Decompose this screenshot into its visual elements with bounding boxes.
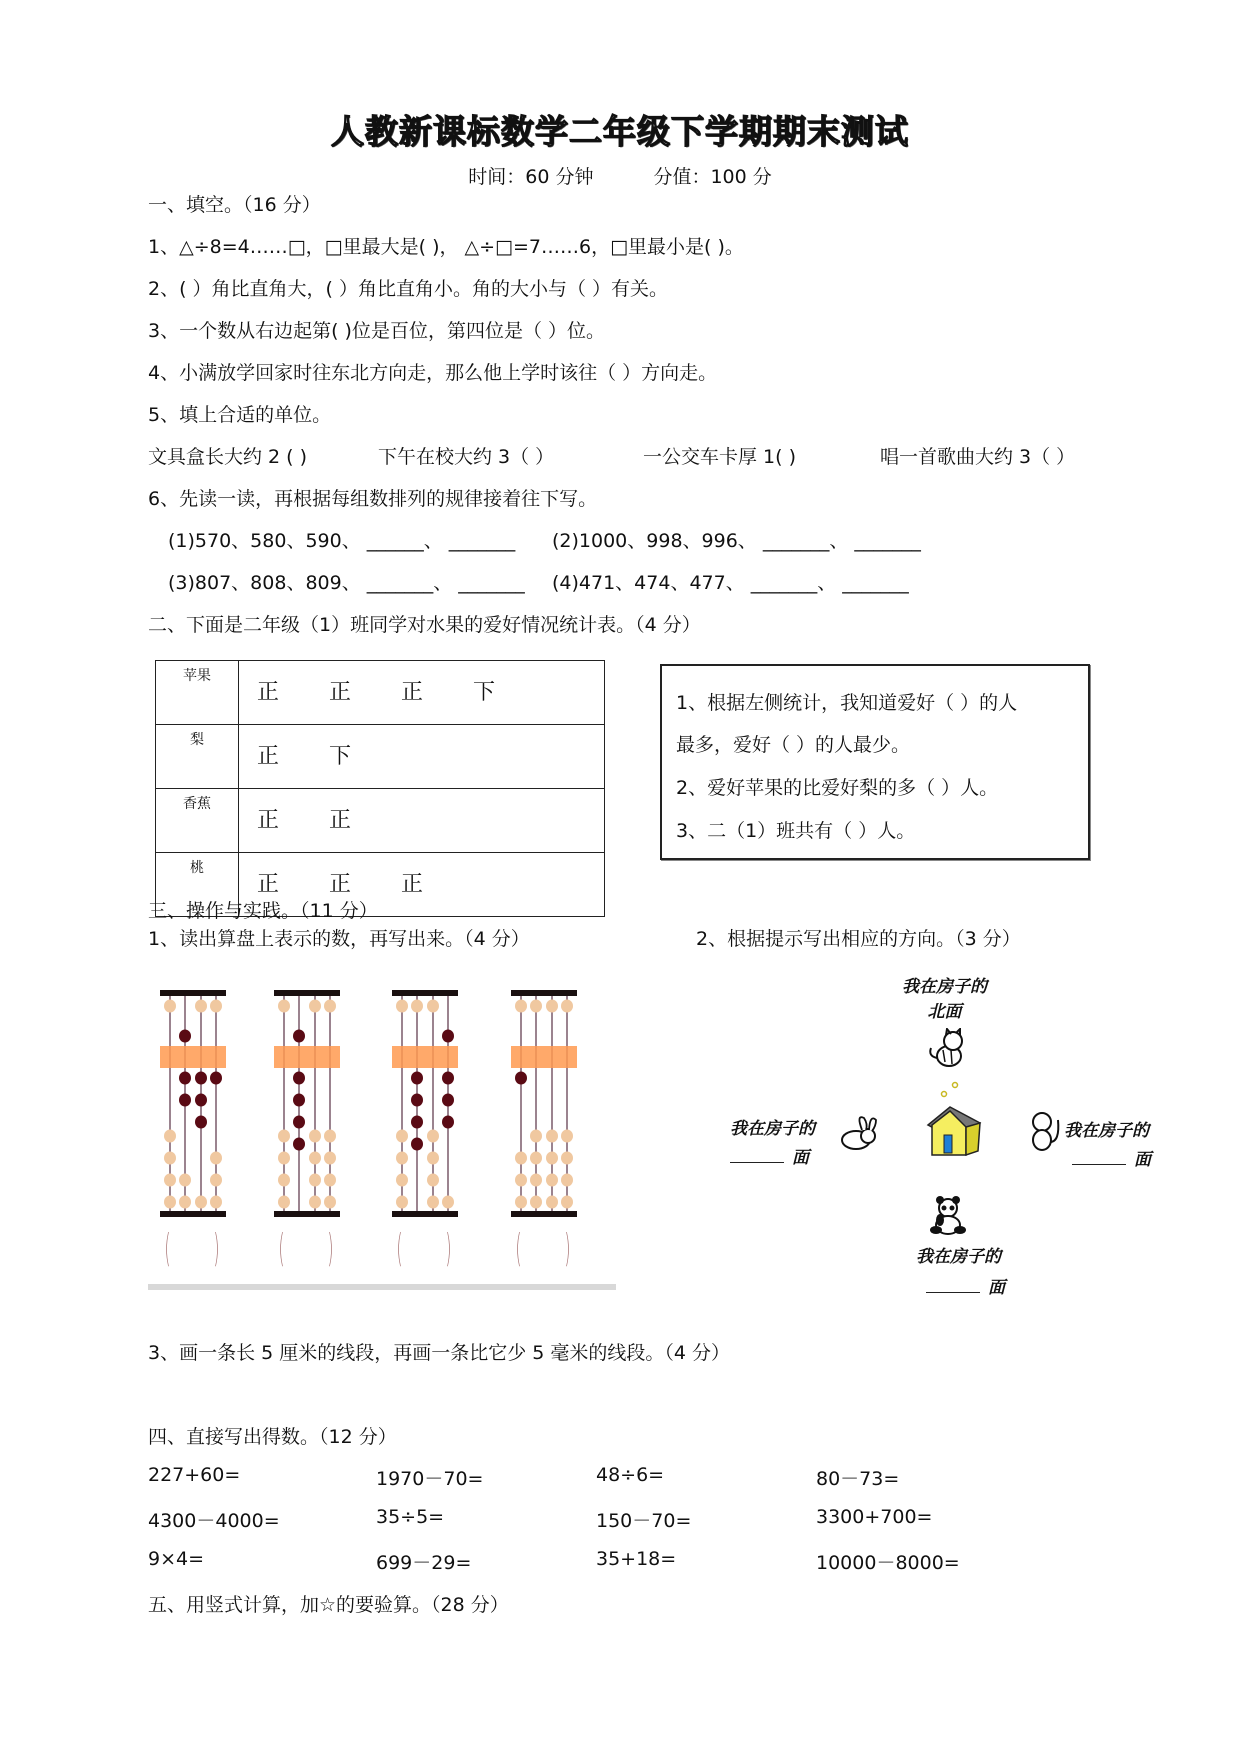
rabbit-icon bbox=[836, 1112, 882, 1152]
abacus-bottom-frame bbox=[392, 1211, 458, 1217]
abacus-bead bbox=[442, 1196, 454, 1209]
sequence-row-2 bbox=[168, 568, 1068, 594]
abacus-bead bbox=[546, 1174, 558, 1187]
abacus-bead bbox=[195, 1072, 207, 1085]
tally-mark: 正 bbox=[329, 680, 352, 705]
abacus-bead bbox=[546, 1196, 558, 1209]
answer-parens: ( ) bbox=[396, 1226, 452, 1270]
time-limit: 时间：60 分钟 bbox=[468, 166, 594, 188]
cat-icon bbox=[925, 1028, 969, 1068]
abacus-bead bbox=[427, 1196, 439, 1209]
abacus-bead bbox=[442, 1094, 454, 1107]
abacus-figure bbox=[148, 980, 616, 1300]
tally-mark: 正 bbox=[401, 680, 424, 705]
sequence-item: (1)570、580、590、 ______、 _______ bbox=[168, 530, 516, 552]
tally-marks bbox=[239, 725, 605, 789]
abacus-bead bbox=[546, 1152, 558, 1165]
image-border-artifact bbox=[148, 1284, 616, 1290]
stat-question-3: 3、二（1）班共有（ ）人。 bbox=[676, 820, 916, 842]
abacus-bead bbox=[427, 1174, 439, 1187]
unit-item: 下午在校大约 3（ ） bbox=[378, 446, 555, 468]
abacus-bead bbox=[442, 1116, 454, 1129]
abacus-bead bbox=[427, 1000, 439, 1013]
unit-item: 唱一首歌曲大约 3（ ） bbox=[880, 446, 1076, 468]
abacus-bead bbox=[293, 1138, 305, 1151]
abacus-bead bbox=[278, 1152, 290, 1165]
panda-icon bbox=[926, 1196, 968, 1236]
tally-mark: 正 bbox=[401, 872, 424, 897]
abacus-bead bbox=[164, 1174, 176, 1187]
abacus-bead bbox=[515, 1196, 527, 1209]
abacus-bead bbox=[195, 1196, 207, 1209]
fruit-name: 桃 bbox=[156, 853, 239, 917]
abacus-3 bbox=[392, 990, 458, 1218]
tally-mark: 下 bbox=[473, 680, 496, 705]
abacus-bead bbox=[164, 1196, 176, 1209]
unit-item: 一公交车卡厚 1( ) bbox=[643, 446, 796, 468]
abacus-bottom-frame bbox=[160, 1211, 226, 1217]
abacus-bead bbox=[164, 1000, 176, 1013]
abacus-bead bbox=[293, 1116, 305, 1129]
calc-item: 150－70= bbox=[596, 1510, 692, 1532]
statistics-questions-box bbox=[660, 664, 1090, 860]
abacus-bead bbox=[515, 1174, 527, 1187]
question-1-5: 5、填上合适的单位。 bbox=[148, 404, 332, 426]
abacus-bead bbox=[561, 1196, 573, 1209]
abacus-bottom-frame bbox=[274, 1211, 340, 1217]
abacus-bead bbox=[179, 1196, 191, 1209]
tally-mark: 正 bbox=[257, 872, 280, 897]
abacus-top-frame bbox=[160, 990, 226, 996]
calc-item: 80－73= bbox=[816, 1468, 900, 1490]
abacus-bead bbox=[561, 1130, 573, 1143]
question-1-3: 3、一个数从右边起第( )位是百位，第四位是（ ）位。 bbox=[148, 320, 605, 342]
monkey-icon bbox=[1028, 1110, 1064, 1154]
sequence-item: (2)1000、998、996、 _______、 _______ bbox=[552, 530, 921, 552]
abacus-bead bbox=[179, 1030, 191, 1043]
answer-parens: ( ) bbox=[164, 1226, 220, 1270]
abacus-bead bbox=[293, 1072, 305, 1085]
direction-question: 2、根据提示写出相应的方向。（3 分） bbox=[696, 928, 1021, 950]
abacus-beam bbox=[392, 1046, 458, 1068]
sequence-row-1 bbox=[168, 526, 1068, 552]
unit-item: 文具盒长大约 2 ( ) bbox=[148, 446, 308, 468]
abacus-bead bbox=[530, 1196, 542, 1209]
east-answer-blank[interactable] bbox=[1072, 1150, 1126, 1165]
abacus-bead bbox=[546, 1000, 558, 1013]
abacus-bead bbox=[293, 1094, 305, 1107]
page-title: 人教新课标数学二年级下学期期末测试 bbox=[331, 112, 909, 151]
abacus-bead bbox=[324, 1152, 336, 1165]
abacus-bead bbox=[396, 1130, 408, 1143]
sequence-item: (3)807、808、809、 _______、 _______ bbox=[168, 572, 525, 594]
abacus-bead bbox=[210, 1072, 222, 1085]
abacus-bead bbox=[396, 1196, 408, 1209]
abacus-bead bbox=[530, 1174, 542, 1187]
abacus-bead bbox=[530, 1130, 542, 1143]
abacus-bead bbox=[427, 1152, 439, 1165]
abacus-bead bbox=[396, 1000, 408, 1013]
abacus-bead bbox=[324, 1000, 336, 1013]
abacus-bead bbox=[278, 1196, 290, 1209]
abacus-bead bbox=[561, 1174, 573, 1187]
calc-item: 10000－8000= bbox=[816, 1552, 960, 1574]
abacus-beam bbox=[160, 1046, 226, 1068]
abacus-bead bbox=[278, 1130, 290, 1143]
stat-question-1a: 1、根据左侧统计，我知道爱好（ ）的人 bbox=[676, 692, 1018, 714]
abacus-bead bbox=[411, 1000, 423, 1013]
abacus-4 bbox=[511, 990, 577, 1218]
question-1-1: 1、△÷8=4……□，□里最大是( )， △÷□=7……6，□里最小是( )。 bbox=[148, 236, 744, 258]
tally-mark: 下 bbox=[329, 744, 352, 769]
north-label: 我在房子的 北面 bbox=[902, 977, 987, 1022]
calc-item: 35+18= bbox=[596, 1548, 677, 1570]
abacus-bead bbox=[561, 1152, 573, 1165]
tally-mark: 正 bbox=[257, 744, 280, 769]
question-1-4: 4、小满放学回家时往东北方向走，那么他上学时该往（ ）方向走。 bbox=[148, 362, 718, 384]
calc-row-1 bbox=[148, 1464, 1108, 1490]
abacus-bead bbox=[278, 1000, 290, 1013]
tally-row bbox=[156, 661, 605, 725]
abacus-bead bbox=[324, 1174, 336, 1187]
house-icon bbox=[926, 1105, 982, 1157]
abacus-top-frame bbox=[392, 990, 458, 996]
calc-item: 9×4= bbox=[148, 1548, 205, 1570]
answer-parens: ( ) bbox=[515, 1226, 571, 1270]
abacus-bead bbox=[530, 1000, 542, 1013]
abacus-bead bbox=[515, 1072, 527, 1085]
question-1-2: 2、( ）角比直角大，( ）角比直角小。角的大小与（ ）有关。 bbox=[148, 278, 669, 300]
unit-fill-row bbox=[148, 442, 1108, 468]
section1-heading: 一、填空。（16 分） bbox=[148, 194, 321, 216]
calc-item: 699－29= bbox=[376, 1552, 472, 1574]
abacus-bead bbox=[195, 1000, 207, 1013]
abacus-bead bbox=[515, 1000, 527, 1013]
south-label: 我在房子的 面 bbox=[916, 1247, 1005, 1298]
smoke-icon bbox=[938, 1080, 962, 1100]
abacus-bead bbox=[515, 1152, 527, 1165]
abacus-bead bbox=[309, 1000, 321, 1013]
abacus-bead bbox=[179, 1072, 191, 1085]
west-answer-blank[interactable] bbox=[730, 1148, 784, 1163]
south-answer-blank[interactable] bbox=[926, 1278, 980, 1293]
stat-question-1b: 最多，爱好（ ）的人最少。 bbox=[676, 734, 911, 756]
answer-parens: ( ) bbox=[278, 1226, 334, 1270]
total-score: 分值：100 分 bbox=[653, 166, 772, 188]
calc-item: 1970－70= bbox=[376, 1468, 484, 1490]
calc-item: 48÷6= bbox=[596, 1464, 665, 1486]
abacus-bead bbox=[309, 1196, 321, 1209]
abacus-bead bbox=[411, 1072, 423, 1085]
calc-item: 4300－4000= bbox=[148, 1510, 280, 1532]
abacus-bottom-frame bbox=[511, 1211, 577, 1217]
abacus-bead bbox=[442, 1030, 454, 1043]
abacus-bead bbox=[179, 1094, 191, 1107]
abacus-bead bbox=[195, 1094, 207, 1107]
abacus-bead bbox=[278, 1174, 290, 1187]
abacus-question: 1、读出算盘上表示的数，再写出来。（4 分） bbox=[148, 928, 530, 950]
abacus-beam bbox=[274, 1046, 340, 1068]
section3-heading: 三、操作与实践。（11 分） bbox=[148, 900, 378, 922]
abacus-bead bbox=[561, 1000, 573, 1013]
abacus-bead bbox=[164, 1152, 176, 1165]
tally-mark: 正 bbox=[257, 680, 280, 705]
abacus-bead bbox=[411, 1094, 423, 1107]
abacus-bead bbox=[210, 1196, 222, 1209]
section5-heading: 五、用竖式计算，加☆的要验算。（28 分） bbox=[148, 1594, 509, 1616]
east-label: 我在房子的 面 bbox=[1064, 1121, 1151, 1170]
section2-heading: 二、下面是二年级（1）班同学对水果的爱好情况统计表。（4 分） bbox=[148, 614, 701, 636]
abacus-bead bbox=[546, 1130, 558, 1143]
abacus-bead bbox=[164, 1130, 176, 1143]
tally-row bbox=[156, 789, 605, 853]
abacus-bead bbox=[309, 1152, 321, 1165]
calc-item: 227+60= bbox=[148, 1464, 241, 1486]
fruit-name: 香蕉 bbox=[156, 789, 239, 853]
abacus-bead bbox=[396, 1152, 408, 1165]
question-1-6: 6、先读一读，再根据每组数排列的规律接着往下写。 bbox=[148, 488, 598, 510]
abacus-bead bbox=[427, 1130, 439, 1143]
abacus-bead bbox=[530, 1152, 542, 1165]
abacus-bead bbox=[210, 1152, 222, 1165]
calc-row-2 bbox=[148, 1506, 1108, 1532]
calc-row-3 bbox=[148, 1548, 1108, 1574]
tally-mark: 正 bbox=[329, 872, 352, 897]
west-label: 我在房子的 面 bbox=[730, 1119, 815, 1168]
exam-meta bbox=[0, 162, 1240, 189]
abacus-bead bbox=[210, 1174, 222, 1187]
line-segment-question: 3、画一条长 5 厘米的线段，再画一条比它少 5 毫米的线段。（4 分） bbox=[148, 1342, 731, 1364]
abacus-bead bbox=[293, 1030, 305, 1043]
abacus-bead bbox=[324, 1196, 336, 1209]
abacus-top-frame bbox=[511, 990, 577, 996]
abacus-bead bbox=[411, 1138, 423, 1151]
abacus-bead bbox=[309, 1130, 321, 1143]
abacus-bead bbox=[210, 1000, 222, 1013]
abacus-beam bbox=[511, 1046, 577, 1068]
abacus-2 bbox=[274, 990, 340, 1218]
abacus-bead bbox=[179, 1174, 191, 1187]
tally-marks bbox=[239, 661, 605, 725]
stat-question-2: 2、爱好苹果的比爱好梨的多（ ）人。 bbox=[676, 777, 999, 799]
tally-mark: 正 bbox=[329, 808, 352, 833]
abacus-top-frame bbox=[274, 990, 340, 996]
calc-item: 35÷5= bbox=[376, 1506, 445, 1528]
tally-mark: 正 bbox=[257, 808, 280, 833]
tally-marks bbox=[239, 789, 605, 853]
abacus-bead bbox=[324, 1130, 336, 1143]
direction-figure bbox=[720, 960, 1180, 1300]
abacus-1 bbox=[160, 990, 226, 1218]
abacus-bead bbox=[195, 1116, 207, 1129]
abacus-bead bbox=[396, 1174, 408, 1187]
tally-row bbox=[156, 725, 605, 789]
abacus-bead bbox=[442, 1072, 454, 1085]
fruit-name: 梨 bbox=[156, 725, 239, 789]
fruit-tally-table bbox=[155, 660, 605, 917]
abacus-bead bbox=[411, 1116, 423, 1129]
fruit-name: 苹果 bbox=[156, 661, 239, 725]
section4-heading: 四、直接写出得数。（12 分） bbox=[148, 1426, 397, 1448]
sequence-item: (4)471、474、477、 _______、 _______ bbox=[552, 572, 909, 594]
abacus-bead bbox=[309, 1174, 321, 1187]
calc-item: 3300+700= bbox=[816, 1506, 933, 1528]
